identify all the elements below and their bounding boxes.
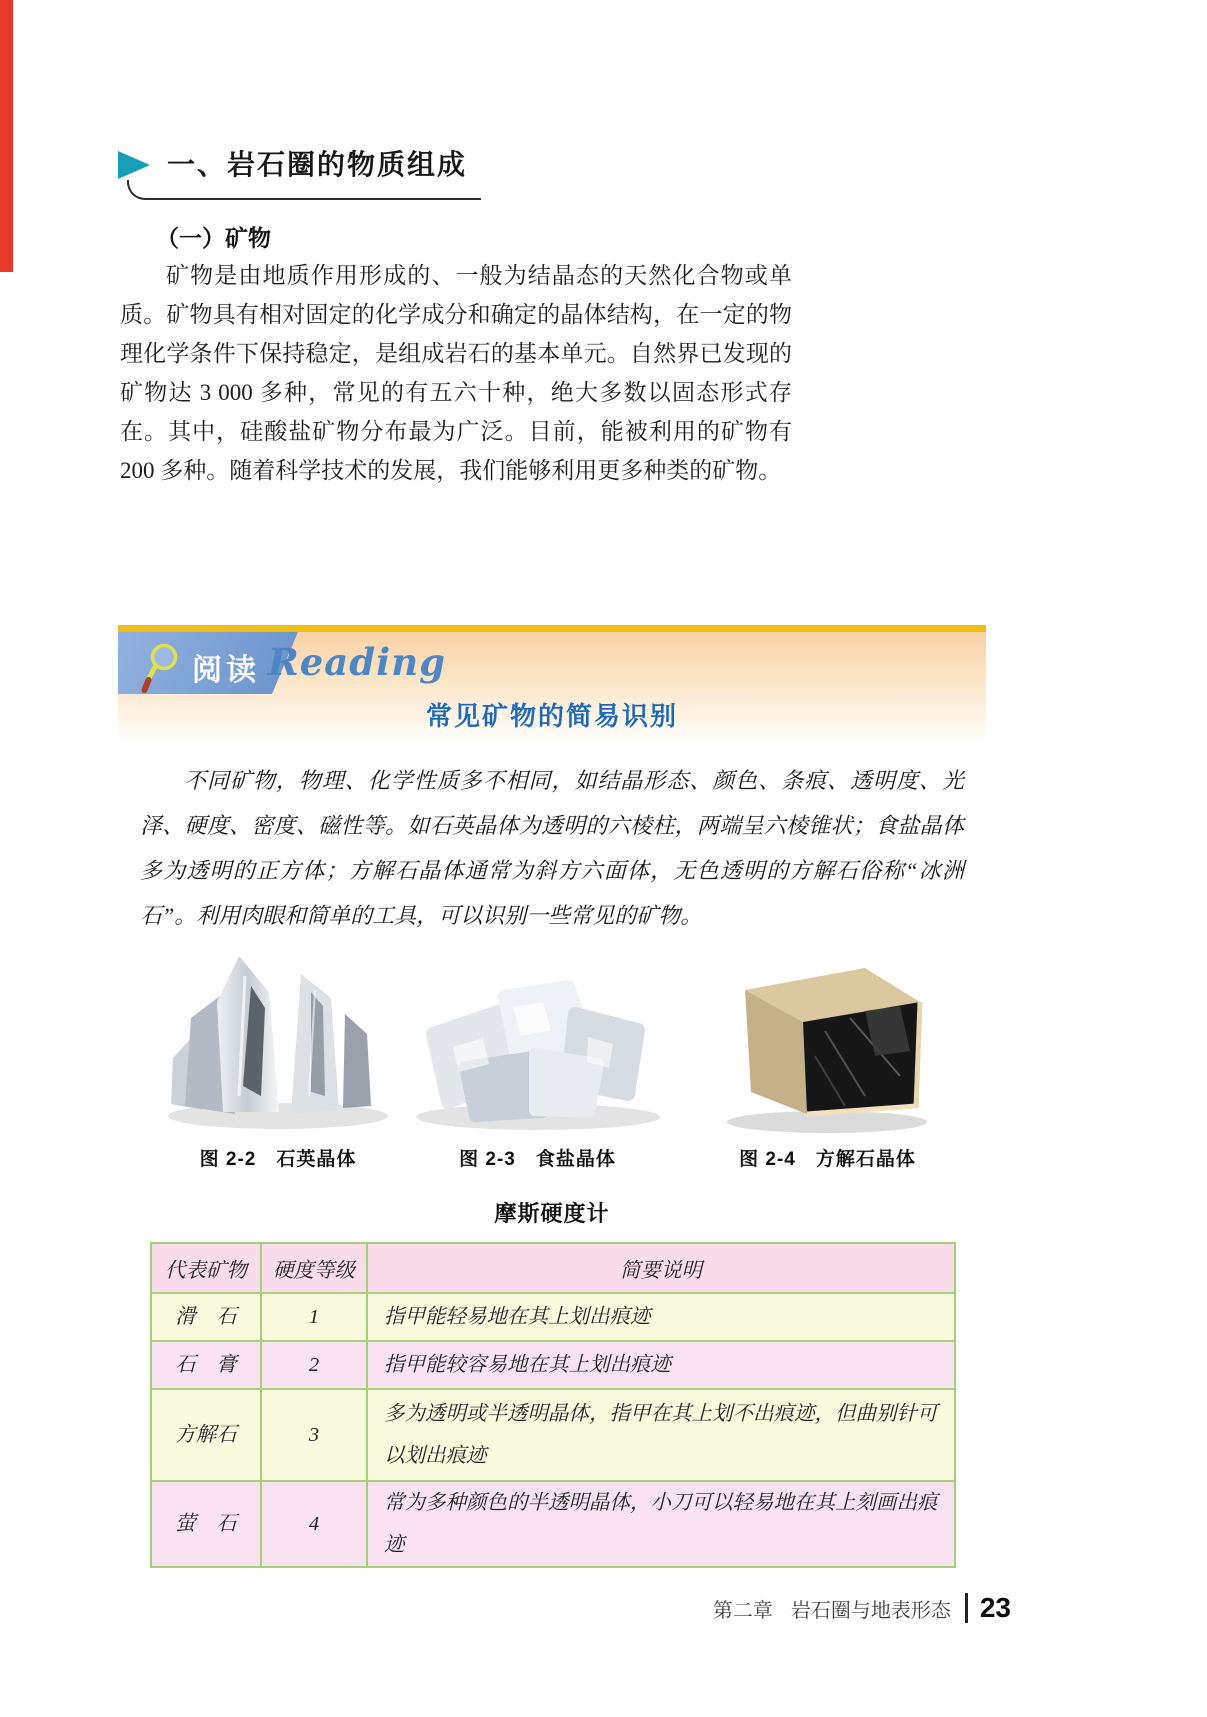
reading-box	[118, 625, 986, 1568]
page-footer	[713, 1592, 1011, 1624]
cell-description: 常为多种颜色的半透明晶体，小刀可以轻易地在其上刻画出痕迹	[367, 1481, 955, 1567]
table-title: 摩斯硬度计	[494, 1201, 610, 1226]
salt-crystal-image	[393, 952, 683, 1134]
triangle-right-icon	[117, 150, 151, 180]
reading-title: 常见矿物的简易识别	[425, 701, 678, 731]
cell-description: 多为透明或半透明晶体，指甲在其上划不出痕迹，但曲别针可以划出痕迹	[367, 1389, 955, 1481]
header-description: 简要说明	[367, 1243, 955, 1293]
cell-description: 指甲能较容易地在其上划出痕迹	[367, 1341, 955, 1389]
table-header-row	[151, 1243, 955, 1293]
cell-mineral: 石 膏	[151, 1341, 261, 1389]
chapter-title: 岩石圈与地表形态	[790, 1599, 951, 1622]
table-row	[151, 1293, 955, 1341]
reading-paragraph: 不同矿物，物理、化学性质多不相同，如结晶形态、颜色、条痕、透明度、光泽、硬度、密度、磁性等。如石英晶体为透明的六棱柱，两端呈六棱锥状；食盐晶体多为透明的正方体；方解石晶体通常为斜方六面体，无色透明的方解石俗称“冰洲石”。利用肉眼和简单的工具，可以识别一些常见的矿物。	[140, 768, 964, 928]
figure-salt	[390, 946, 685, 1171]
cell-mineral: 滑 石	[151, 1293, 261, 1341]
calcite-crystal-image	[715, 956, 940, 1134]
cell-mineral: 萤 石	[151, 1481, 261, 1567]
page-number: 23	[979, 1592, 1011, 1623]
magnifier-icon	[140, 640, 184, 698]
figure-calcite	[715, 946, 940, 1171]
footer-divider	[965, 1593, 968, 1623]
figures-row	[118, 946, 986, 1171]
figure-quartz	[148, 946, 408, 1171]
table-row	[151, 1389, 955, 1481]
figure-caption: 图 2-3 食盐晶体	[459, 1149, 616, 1170]
cell-hardness: 3	[261, 1389, 367, 1481]
cell-description: 指甲能轻易地在其上划出痕迹	[367, 1293, 955, 1341]
cell-hardness: 1	[261, 1293, 367, 1341]
section-title: 一、岩石圈的物质组成	[167, 149, 468, 180]
cell-hardness: 2	[261, 1341, 367, 1389]
table-row	[151, 1481, 955, 1567]
section-heading	[117, 150, 467, 180]
figure-caption: 图 2-4 方解石晶体	[739, 1149, 916, 1170]
body-paragraph: 矿物是由地质作用形成的、一般为结晶态的天然化合物或单质。矿物具有相对固定的化学成分和确定的晶体结构，在一定的物理化学条件下保持稳定，是组成岩石的基本单元。自然界已发现的矿物达 3 000 多种，常见的有五六十种，绝大多数以固态形式存在。其中，硅酸盐矿物分布最为广泛。目前，能被利用的矿物有 200 多种。随着科学技术的发展，我们能够利用更多种类的矿物。	[120, 263, 792, 483]
heading-underline	[127, 180, 481, 200]
chapter-number: 第二章	[712, 1599, 773, 1622]
subsection-title: （一）矿物	[156, 226, 271, 251]
header-mineral: 代表矿物	[151, 1243, 261, 1293]
figure-caption: 图 2-2 石英晶体	[199, 1149, 357, 1170]
table-row	[151, 1341, 955, 1389]
reading-header-band	[118, 632, 986, 744]
mohs-hardness-table	[150, 1242, 956, 1568]
cell-hardness: 4	[261, 1481, 367, 1567]
cell-mineral: 方解石	[151, 1389, 261, 1481]
page-edge-strip	[0, 0, 13, 272]
quartz-crystal-image	[153, 946, 403, 1134]
reading-label-en: Reading	[268, 640, 446, 684]
header-hardness: 硬度等级	[261, 1243, 367, 1293]
reading-top-bar	[118, 625, 986, 632]
reading-label-zh: 阅读	[192, 654, 260, 687]
